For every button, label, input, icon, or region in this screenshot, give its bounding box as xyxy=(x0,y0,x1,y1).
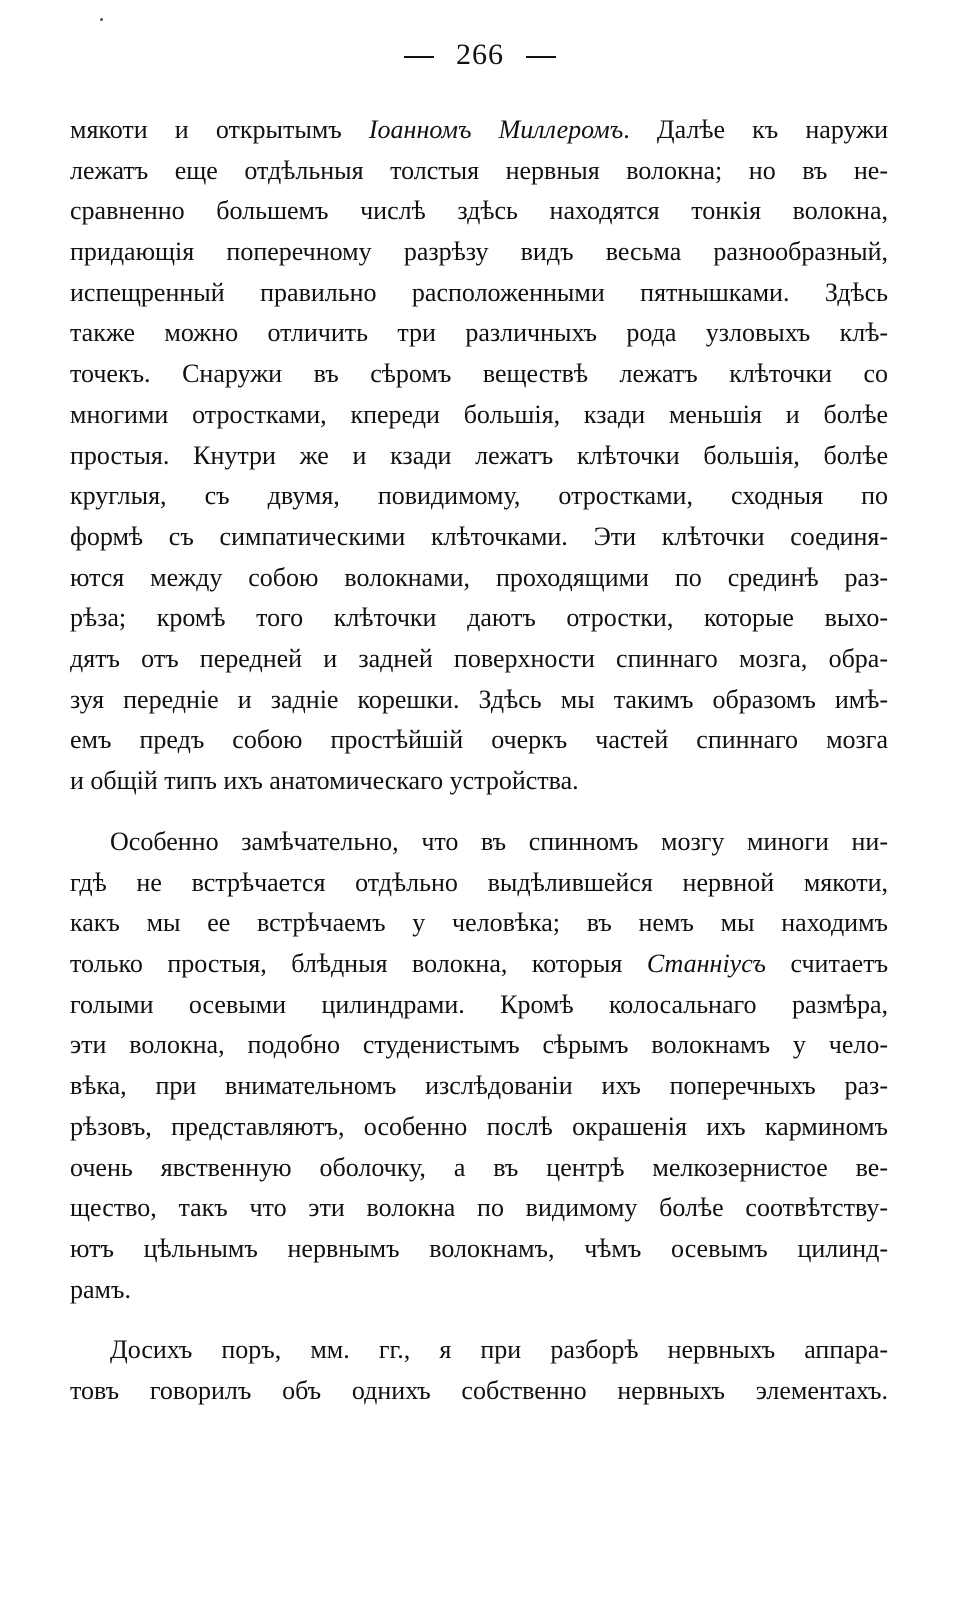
text-line: круглыя, съ двумя, повидимому, отростками, сходныя по xyxy=(70,481,888,511)
emphasis: Станніусъ xyxy=(646,949,766,979)
paragraph-2 xyxy=(70,822,888,1310)
page-header xyxy=(0,38,960,72)
text-line: сравненно большемъ числѣ здѣсь находятся тонкія волокна, xyxy=(70,196,888,226)
text-line: какъ мы ее встрѣчаемъ у человѣка; въ немъ мы находимъ xyxy=(70,908,888,938)
text-line: вѣка, при внимательномъ изслѣдованіи ихъ поперечныхъ раз- xyxy=(70,1071,888,1101)
text-line: рамъ. xyxy=(70,1274,131,1304)
paragraph-1 xyxy=(70,110,888,802)
text-line: Особенно замѣчательно, что въ спинномъ мозгу миноги ни- xyxy=(110,827,888,856)
paragraph-3 xyxy=(70,1330,888,1411)
text-line: ются между собою волокнами, проходящими по срединѣ раз- xyxy=(70,562,888,592)
text-line: придающія поперечному разрѣзу видъ весьма разнообразный, xyxy=(70,237,888,267)
text-line: и общій типъ ихъ анатомическаго устройства. xyxy=(70,766,579,795)
text-line: также можно отличить три различныхъ рода узловыхъ клѣ- xyxy=(70,318,888,348)
print-speck xyxy=(100,18,103,21)
header-dash-left xyxy=(404,56,434,58)
text-line: рѣза; кромѣ того клѣточки даютъ отростки, которые выхо- xyxy=(70,603,888,633)
text-line: испещренный правильно расположенными пятнышками. Здѣсь xyxy=(70,277,888,307)
text-line: зуя передніе и задніе корешки. Здѣсь мы такимъ образомъ имѣ- xyxy=(70,684,888,714)
text-line: лежатъ еще отдѣльныя толстыя нервныя волокна; но въ не- xyxy=(70,155,888,185)
text-line: формѣ съ симпатическими клѣточками. Эти клѣточки соединя- xyxy=(70,521,888,551)
text-line: только простыя, блѣдныя волокна, которыя Станніусъ считаетъ xyxy=(70,949,888,979)
text-line: простыя. Кнутри же и кзади лежатъ клѣточки большія, болѣе xyxy=(70,440,888,470)
text-line: гдѣ не встрѣчается отдѣльно выдѣлившейся нервной мякоти, xyxy=(70,867,888,897)
text-line: точекъ. Снаружи въ сѣромъ веществѣ лежатъ клѣточки со xyxy=(70,359,888,389)
text-line: Досихъ поръ, мм. гг., я при разборѣ нервныхъ аппара- xyxy=(110,1335,888,1364)
text-line: эти волокна, подобно студенистымъ сѣрымъ волокнамъ у чело- xyxy=(70,1030,888,1060)
text-line: голыми осевыми цилиндрами. Кромѣ колосальнаго размѣра, xyxy=(70,989,888,1019)
emphasis: Іоанномъ Миллеромъ xyxy=(368,115,624,144)
text-line: емъ предъ собою простѣйшій очеркъ частей спиннаго мозга xyxy=(70,725,888,755)
text-line: щество, такъ что эти волокна по видимому болѣе соотвѣтству- xyxy=(70,1193,888,1223)
text-line: ютъ цѣльнымъ нервнымъ волокнамъ, чѣмъ осевымъ цилинд- xyxy=(70,1233,888,1263)
text-line: многими отростками, кпереди большія, кзади меньшія и болѣе xyxy=(70,399,888,429)
page-number: 266 xyxy=(456,38,504,71)
header-dash-right xyxy=(526,56,556,58)
text-line: мякоти и открытымъ Іоанномъ Миллеромъ. Далѣе къ наружи xyxy=(70,115,888,144)
text-line: товъ говорилъ объ однихъ собственно нервныхъ элементахъ. xyxy=(70,1375,888,1405)
text-line: дятъ отъ передней и задней поверхности спиннаго мозга, обра- xyxy=(70,643,888,673)
text-line: рѣзовъ, представляютъ, особенно послѣ окрашенія ихъ карминомъ xyxy=(70,1111,888,1141)
text-line: очень явственную оболочку, а въ центрѣ мелкозернистое ве- xyxy=(70,1152,888,1182)
